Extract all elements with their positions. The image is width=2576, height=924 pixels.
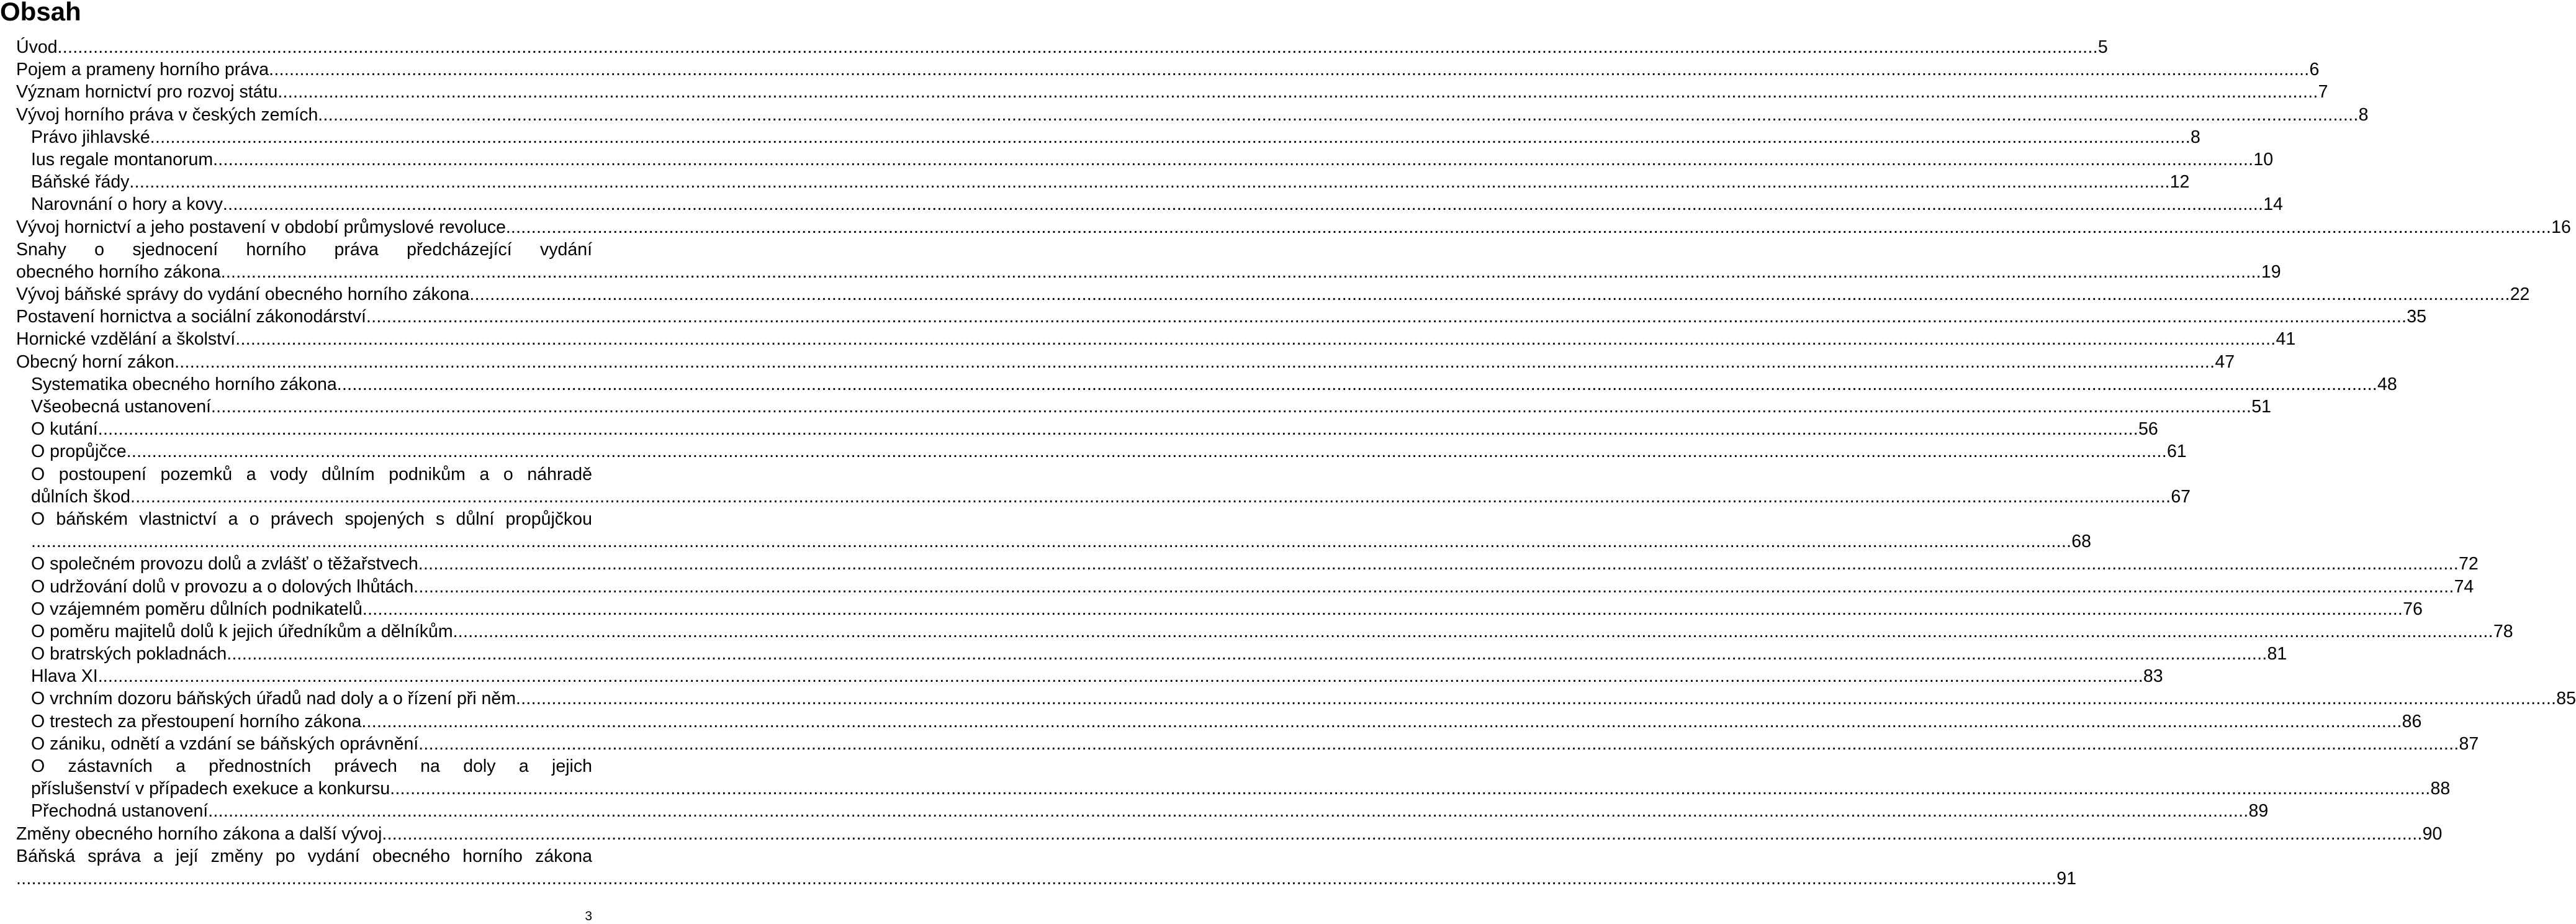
toc-entry-page: 5 xyxy=(2097,37,2108,57)
toc-entry[interactable] xyxy=(16,351,2235,373)
toc-entry-page: 72 xyxy=(2459,554,2479,574)
toc-entry-title: Přechodná ustanovení xyxy=(31,801,209,822)
toc-entry[interactable] xyxy=(31,126,2200,148)
dot-leader: ................................................................................................................................................................................................................................................................................................................................................................................................................ xyxy=(453,621,2493,641)
toc-entry[interactable] xyxy=(31,733,2479,755)
dot-leader: ................................................................................................................................................................................................................................................................................................................................................................................................................ xyxy=(97,419,2139,440)
toc-entry-page: 74 xyxy=(2454,576,2474,597)
toc-entry[interactable] xyxy=(31,687,2576,710)
dot-leader: ................................................................................................................................................................................................................................................................................................................................................................................................................ xyxy=(413,576,2454,597)
toc-entry[interactable] xyxy=(31,576,2474,598)
toc-entry-page: 68 xyxy=(2071,532,2091,552)
toc-entry[interactable] xyxy=(31,193,2283,215)
toc-entry-page: 51 xyxy=(2251,397,2271,417)
toc-entry-title: Narovnání o hory a kovy xyxy=(31,194,223,215)
toc-entry-title-line: O zástavních a přednostních právech na doly a jejich xyxy=(31,756,592,777)
toc-entry-page: 78 xyxy=(2493,621,2513,641)
toc-entry-title: Postavení hornictva a sociální zákonodárství xyxy=(16,307,366,327)
toc-entry-page: 8 xyxy=(2358,104,2369,125)
dot-leader: ................................................................................................................................................................................................................................................................................................................................................................................................................ xyxy=(16,869,2057,889)
toc-entry-page: 86 xyxy=(2402,711,2422,732)
toc-entry-page: 83 xyxy=(2143,666,2163,687)
toc-entry-page: 67 xyxy=(2171,486,2191,507)
toc-entry-page: 12 xyxy=(2169,172,2190,192)
toc-entry-page: 90 xyxy=(2422,823,2443,844)
toc-entry[interactable] xyxy=(16,238,2281,283)
page-number: 3 xyxy=(585,909,592,923)
dot-leader: ................................................................................................................................................................................................................................................................................................................................................................................................................ xyxy=(269,60,2310,80)
toc-entry-title: obecného horního zákona xyxy=(16,261,221,282)
toc-entry-title: Ius regale montanorum xyxy=(31,149,214,170)
toc-entry-title-line: O báňském vlastnictví a o právech spojených s důlní propůjčkou xyxy=(31,509,592,529)
toc-entry[interactable] xyxy=(16,216,2571,238)
dot-leader: ................................................................................................................................................................................................................................................................................................................................................................................................................ xyxy=(510,217,2552,237)
toc-entry-page: 14 xyxy=(2263,194,2283,215)
toc-entry[interactable] xyxy=(31,710,2422,733)
dot-leader: ................................................................................................................................................................................................................................................................................................................................................................................................................ xyxy=(57,37,2098,57)
toc-entry-title: důlních škod xyxy=(31,486,131,507)
dot-leader: ................................................................................................................................................................................................................................................................................................................................................................................................................ xyxy=(213,149,2254,170)
toc-entry-page: 56 xyxy=(2138,419,2158,440)
toc-entry-page: 10 xyxy=(2253,149,2274,170)
toc-entry[interactable] xyxy=(16,283,2530,306)
toc-entry-page: 61 xyxy=(2166,442,2187,462)
dot-leader: ................................................................................................................................................................................................................................................................................................................................................................................................................ xyxy=(222,194,2264,215)
toc-entry[interactable] xyxy=(31,396,2271,418)
toc-entry-title: příslušenství v případech exekuce a konkursu xyxy=(31,779,390,799)
dot-leader: ................................................................................................................................................................................................................................................................................................................................................................................................................ xyxy=(129,172,2170,192)
dot-leader: ................................................................................................................................................................................................................................................................................................................................................................................................................ xyxy=(390,779,2431,799)
toc-entry-title: O poměru majitelů dolů k jejich úředníkům a dělníkům xyxy=(31,621,453,641)
dot-leader: ................................................................................................................................................................................................................................................................................................................................................................................................................ xyxy=(361,711,2402,732)
dot-leader: ................................................................................................................................................................................................................................................................................................................................................................................................................ xyxy=(150,127,2191,147)
toc-entry-page: 91 xyxy=(2056,869,2076,889)
dot-leader: ................................................................................................................................................................................................................................................................................................................................................................................................................ xyxy=(382,823,2423,844)
page-title: Obsah xyxy=(0,0,81,26)
toc-entry-page: 22 xyxy=(2510,284,2530,305)
toc-entry[interactable] xyxy=(16,81,2328,103)
toc-entry-page: 19 xyxy=(2261,261,2281,282)
dot-leader: ................................................................................................................................................................................................................................................................................................................................................................................................................ xyxy=(227,644,2268,664)
toc-entry-page: 85 xyxy=(2556,689,2576,709)
toc-entry-title: Vývoj horního práva v českých zemích xyxy=(16,104,318,125)
dot-leader: ................................................................................................................................................................................................................................................................................................................................................................................................................ xyxy=(515,689,2557,709)
toc-entry[interactable] xyxy=(31,440,2187,463)
dot-leader: ................................................................................................................................................................................................................................................................................................................................................................................................................ xyxy=(366,307,2407,327)
dot-leader: ................................................................................................................................................................................................................................................................................................................................................................................................................ xyxy=(174,351,2215,372)
toc-entry-title: Hlava XI. xyxy=(31,666,103,687)
toc-entry[interactable] xyxy=(31,171,2190,193)
toc-entry-title-line: O postoupení pozemků a vody důlním podnikům a o náhradě xyxy=(31,464,592,484)
toc-entry-page: 81 xyxy=(2267,644,2287,664)
toc-entry[interactable] xyxy=(31,463,2191,508)
toc-entry-title: O zániku, odnětí a vzdání se báňských oprávnění xyxy=(31,733,419,754)
toc-entry-title: Báňské řády xyxy=(31,172,130,192)
toc-entry[interactable] xyxy=(16,328,2296,350)
toc-entry-title: Všeobecná ustanovení xyxy=(31,397,211,417)
toc-entry-title: Právo jihlavské xyxy=(31,127,150,147)
toc-entry[interactable] xyxy=(16,36,2108,58)
toc-entry-page: 41 xyxy=(2276,329,2296,350)
toc-entry[interactable] xyxy=(16,845,2076,890)
toc-entry-page: 48 xyxy=(2377,374,2397,394)
toc-entry-page: 16 xyxy=(2551,217,2571,237)
toc-entry-page: 87 xyxy=(2459,733,2479,754)
toc-entry-title: Úvod xyxy=(16,37,58,57)
toc-entry-title: Význam hornictví pro rozvoj státu xyxy=(16,82,278,102)
toc-entry[interactable] xyxy=(31,620,2513,643)
toc-entry[interactable] xyxy=(31,598,2423,620)
toc-entry-page: 89 xyxy=(2248,801,2269,822)
dot-leader: ................................................................................................................................................................................................................................................................................................................................................................................................................ xyxy=(220,261,2261,282)
toc-entry-title: Obecný horní zákon xyxy=(16,351,175,372)
toc-entry-title: O bratrských pokladnách xyxy=(31,644,227,664)
toc-entry-title: O vzájemném poměru důlních podnikatelů xyxy=(31,599,363,619)
toc-entry-title: Změny obecného horního zákona a další vývoj xyxy=(16,823,382,844)
toc-entry-title: Pojem a prameny horního práva xyxy=(16,60,269,80)
toc-entry-title: Vývoj hornictví a jeho postavení v období průmyslové revoluce. xyxy=(16,217,511,237)
toc-entry[interactable] xyxy=(31,148,2274,171)
toc-entry-title: O kutání xyxy=(31,419,98,440)
dot-leader: ................................................................................................................................................................................................................................................................................................................................................................................................................ xyxy=(418,554,2459,574)
toc-entry-page: 47 xyxy=(2215,351,2235,372)
toc-entry[interactable] xyxy=(16,306,2426,328)
dot-leader: ................................................................................................................................................................................................................................................................................................................................................................................................................ xyxy=(235,329,2276,350)
toc-entry-title: O společném provozu dolů a zvlášť o těžařstvech xyxy=(31,554,418,574)
toc-entry-page: 35 xyxy=(2407,307,2426,327)
toc-entry[interactable] xyxy=(31,643,2287,665)
dot-leader: ................................................................................................................................................................................................................................................................................................................................................................................................................ xyxy=(210,397,2252,417)
dot-leader: ................................................................................................................................................................................................................................................................................................................................................................................................................ xyxy=(336,374,2378,394)
toc-entry[interactable] xyxy=(31,755,2451,800)
toc-entry[interactable] xyxy=(16,104,2369,126)
toc-entry[interactable] xyxy=(31,800,2269,822)
dot-leader: ................................................................................................................................................................................................................................................................................................................................................................................................................ xyxy=(362,599,2403,619)
toc-entry-title-line: Snahy o sjednocení horního práva předcházející vydání xyxy=(16,239,592,260)
dot-leader: ................................................................................................................................................................................................................................................................................................................................................................................................................ xyxy=(126,442,2167,462)
toc-entry-page: 6 xyxy=(2309,60,2320,80)
dot-leader: ................................................................................................................................................................................................................................................................................................................................................................................................................ xyxy=(418,733,2459,754)
dot-leader: ................................................................................................................................................................................................................................................................................................................................................................................................................ xyxy=(469,284,2510,305)
dot-leader: ................................................................................................................................................................................................................................................................................................................................................................................................................ xyxy=(102,666,2143,687)
toc-entry[interactable] xyxy=(31,508,2091,553)
toc-entry-title: O propůjčce xyxy=(31,442,127,462)
toc-entry-page: 88 xyxy=(2430,779,2451,799)
dot-leader: ................................................................................................................................................................................................................................................................................................................................................................................................................ xyxy=(318,104,2359,125)
toc-entry-page: 8 xyxy=(2190,127,2200,147)
toc-entry[interactable] xyxy=(31,373,2397,396)
dot-leader: ................................................................................................................................................................................................................................................................................................................................................................................................................ xyxy=(31,532,2072,552)
toc-entry[interactable] xyxy=(16,58,2320,81)
toc-entry[interactable] xyxy=(31,665,2163,687)
dot-leader: ................................................................................................................................................................................................................................................................................................................................................................................................................ xyxy=(130,486,2171,507)
toc-entry[interactable] xyxy=(16,823,2443,845)
toc-entry-title: Vývoj báňské správy do vydání obecného horního zákona xyxy=(16,284,470,305)
toc-entry-page: 7 xyxy=(2318,82,2328,102)
toc-entry-title: Hornické vzdělání a školství xyxy=(16,329,236,350)
toc-entry-title: O vrchním dozoru báňských úřadů nad doly a o řízení při něm xyxy=(31,689,516,709)
toc-entry[interactable] xyxy=(31,553,2479,575)
toc-entry-title: Systematika obecného horního zákona xyxy=(31,374,337,394)
toc-entry[interactable] xyxy=(31,418,2158,440)
toc-entry-title: O udržování dolů v provozu a o dolových lhůtách xyxy=(31,576,414,597)
dot-leader: ................................................................................................................................................................................................................................................................................................................................................................................................................ xyxy=(277,82,2318,102)
dot-leader: ................................................................................................................................................................................................................................................................................................................................................................................................................ xyxy=(208,801,2249,822)
toc-entry-title: O trestech za přestoupení horního zákona xyxy=(31,711,362,732)
table-of-contents xyxy=(16,36,2576,890)
toc-entry-title-line: Báňská správa a její změny po vydání obecného horního zákona xyxy=(16,846,592,866)
toc-entry-page: 76 xyxy=(2403,599,2423,619)
